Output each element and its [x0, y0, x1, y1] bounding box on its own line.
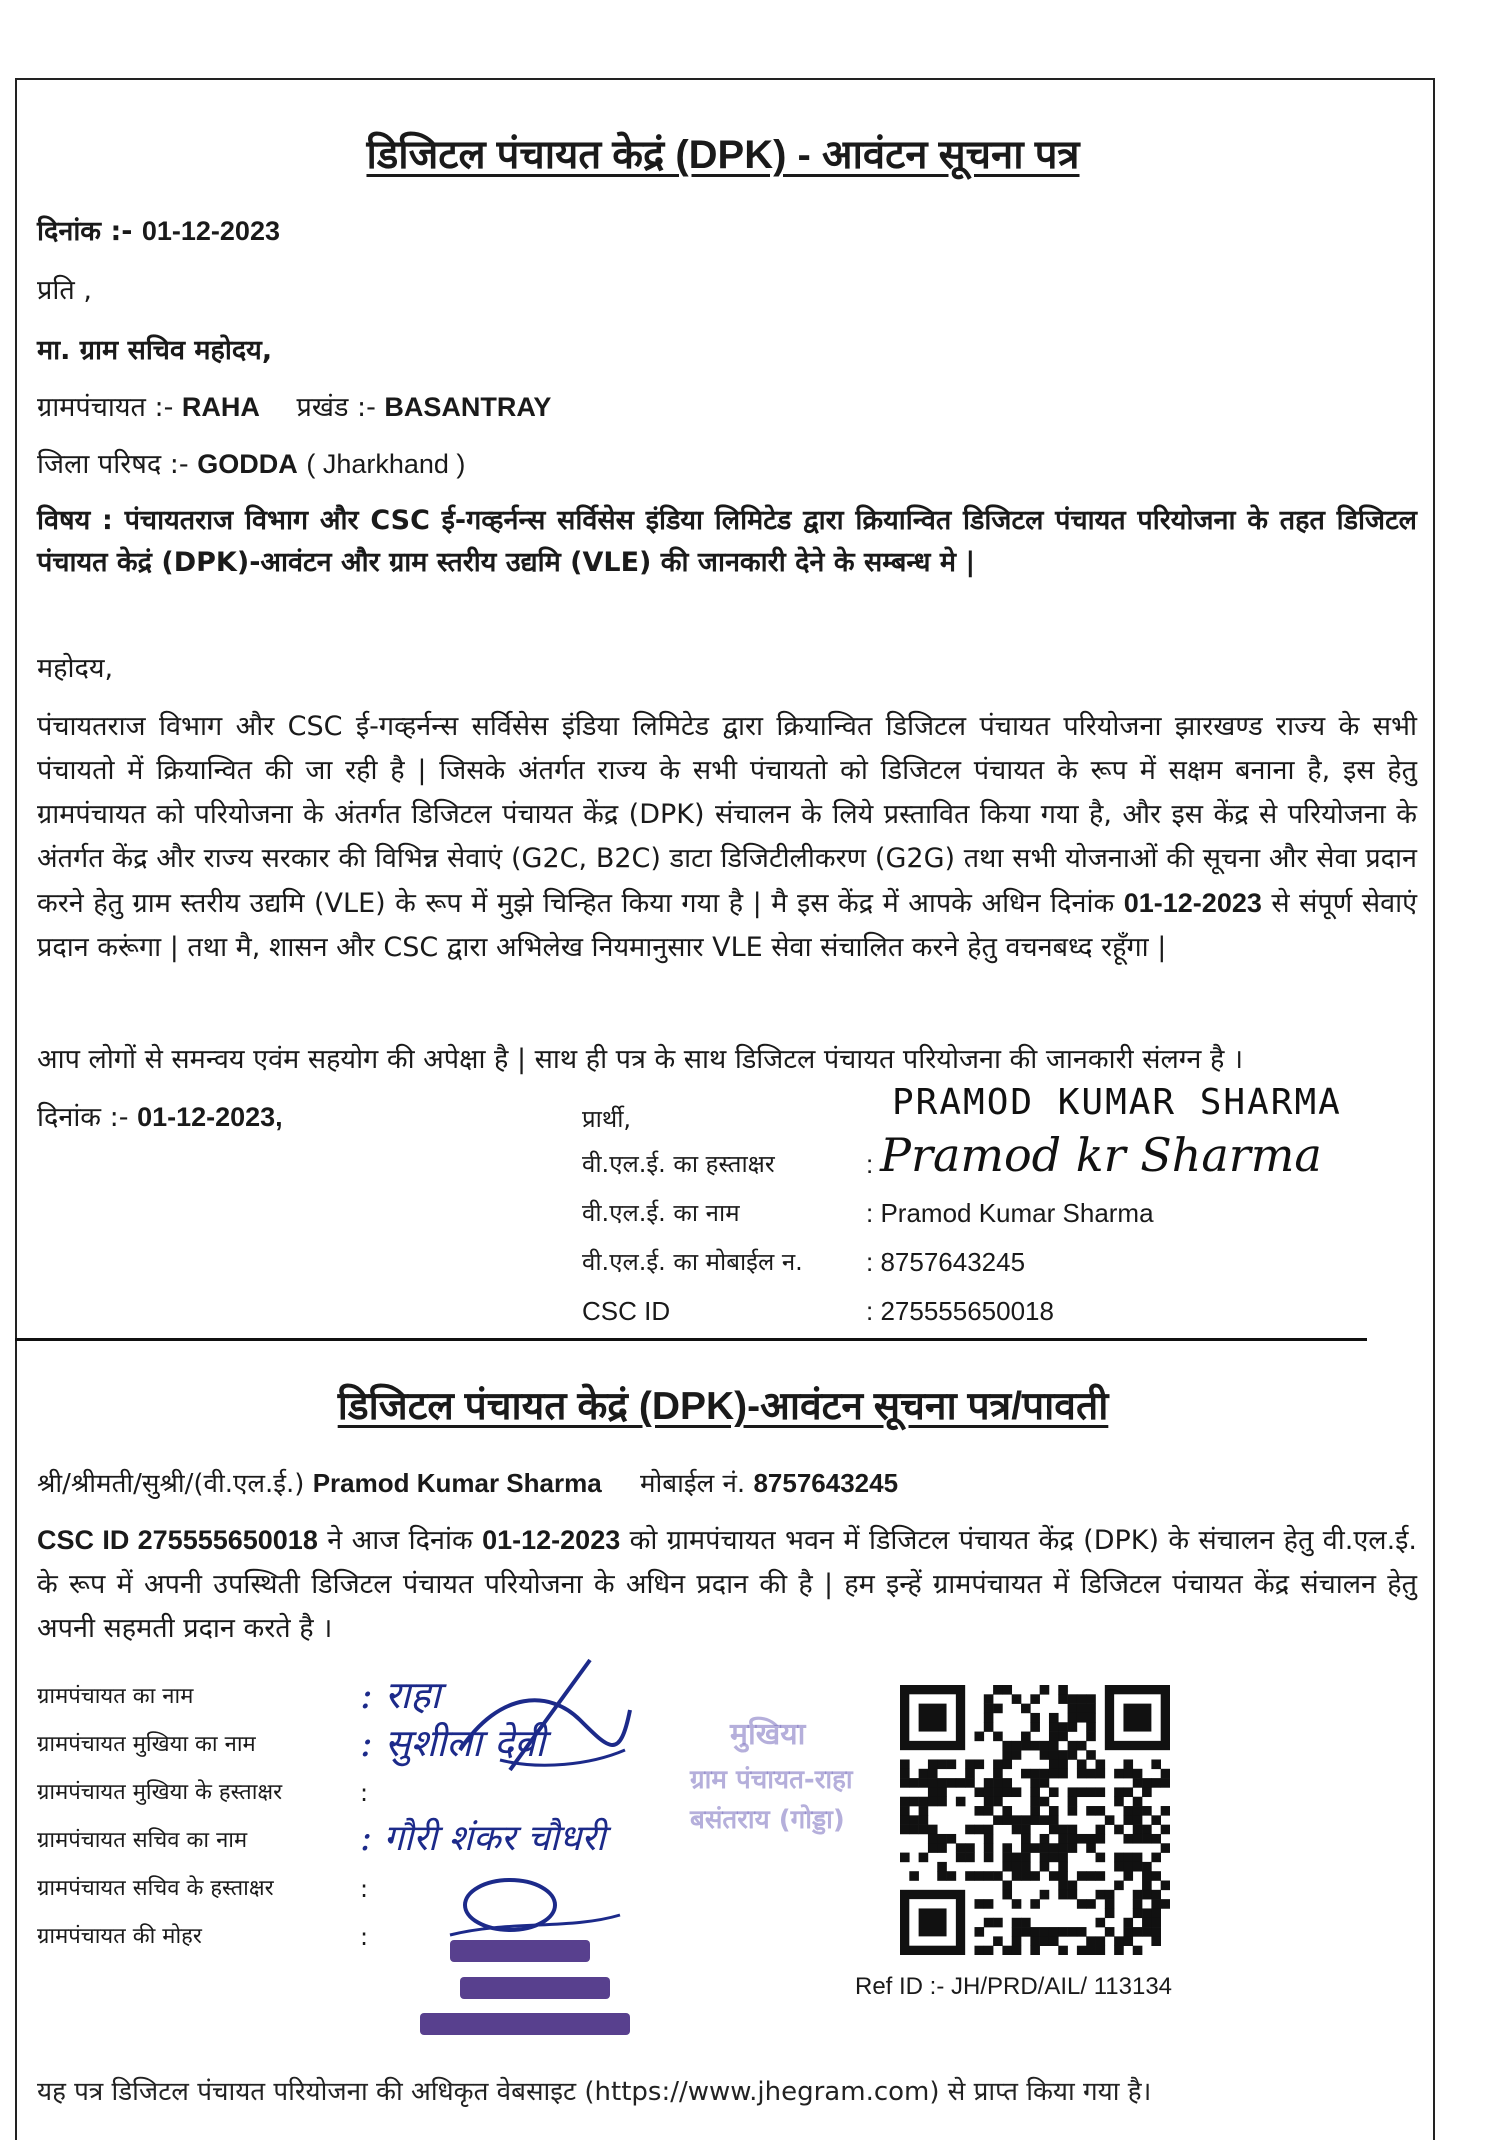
sachiv-seal-graphic — [410, 1935, 650, 2045]
vle-name-value: : Pramod Kumar Sharma — [866, 1198, 1154, 1228]
mukhiya-name-label: ग्रामपंचायत मुखिया का नाम — [37, 1732, 256, 1757]
addressee: मा. ग्राम सचिव महोदय, — [37, 335, 273, 366]
handwritten-name: PRAMOD KUMAR SHARMA — [892, 1082, 1342, 1123]
mukhiya-stamp-line-2: ग्राम पंचायत-राहा — [690, 1765, 853, 1795]
receipt-title: डिजिटल पंचायत केद्रं (DPK)-आवंटन सूचना पत्र/पावती — [337, 1385, 1109, 1428]
letter-body: पंचायतराज विभाग और CSC ई-गव्हर्नन्स सर्विसेस इंडिया लिमिटेड द्वारा क्रियान्वित डिजिटल पंचायत परियोजना झारखण्ड राज्य के सभी पंचायतो में क्रियान्वित की जा रही है | जिसके अंतर्गत राज्य के सभी पंचायतो को डिजिटल पंचायत के रूप में सक्षम बनाना है, इस हेतु ग्रामपंचायत को परियोजना के अंतर्गत डिजिटल पंचायत केंद्र (DPK) संचालन के लिये प्रस्तावित किया गया है, और इस केंद्र से परियोजना के अंतर्गत केंद्र और राज्य सरकार की विभिन्न सेवाएं (G2C, B2C) डाटा डिजिटीलीकरण (G2G) तथा सभी योजनाओं की सूचना और सेवा प्रदान करने हेतु ग्राम स्तरीय उद्यमि (VLE) के रूप में मुझे चिन्हित किया गया है | मै इस केंद्र में आपके अधिन दिनांक 01-12-2023 से संपूर्ण सेवाएं प्रदान करूंगा | तथा मै, शासन और CSC द्वारा अभिलेख नियमानुसार VLE सेवा संचालित करने हेतु वचनबध्द रहूँगा | — [37, 711, 1418, 963]
mukhiya-signature-graphic — [440, 1650, 640, 1780]
ref-id: Ref ID :- JH/PRD/AIL/ 113134 — [855, 1973, 1173, 2000]
section-divider — [15, 1338, 1367, 1341]
sachiv-signature-colon: : — [360, 1875, 369, 1903]
district-line: जिला परिषद :- GODDA ( Jharkhand ) — [37, 449, 466, 480]
letter-title: डिजिटल पंचायत केद्रं (DPK) - आवंटन सूचना पत्र — [366, 133, 1080, 177]
mukhiya-stamp-line-3: बसंतराय (गोड्डा) — [690, 1805, 845, 1835]
csc-id-value: : 275555650018 — [866, 1296, 1054, 1326]
mukhiya-stamp-line-1: मुखिया — [730, 1717, 806, 1752]
gp-name-value: : राहा — [360, 1673, 441, 1717]
vle-signature-label: वी.एल.ई. का हस्ताक्षर — [582, 1150, 775, 1178]
seal-colon: : — [360, 1923, 369, 1951]
closing-line: आप लोगों से समन्वय एवंम सहयोग की अपेक्षा है | साथ ही पत्र के साथ डिजिटल पंचायत परियोजना की जानकारी संलग्न है । — [37, 1044, 1244, 1075]
sachiv-name-value: : गौरी शंकर चौधरी — [360, 1818, 606, 1859]
vle-mobile-value: : 8757643245 — [866, 1247, 1026, 1277]
mukhiya-signature-colon: : — [360, 1779, 369, 1807]
subject: विषय : पंचायतराज विभाग और CSC ई-गव्हर्नन्स सर्विसेस इंडिया लिमिटेड द्वारा क्रियान्वित डिजिटल पंचायत परियोजना के तहत डिजिटल पंचायत केद्रं (DPK)-आवंटन और ग्राम स्तरीय उद्यमि (VLE) की जानकारी देने के सम्बन्ध मे | — [37, 505, 1417, 578]
gp-name-label: ग्रामपंचायत का नाम — [37, 1684, 194, 1709]
letter-date: दिनांक :- 01-12-2023 — [37, 216, 280, 247]
sachiv-signature-label: ग्रामपंचायत सचिव के हस्ताक्षर — [37, 1876, 274, 1901]
sign-date: दिनांक :- 01-12-2023, — [37, 1102, 283, 1133]
vle-mobile-label: वी.एल.ई. का मोबाईल न. — [582, 1248, 803, 1276]
to-line: प्रति , — [37, 275, 92, 306]
receipt-body: CSC ID 275555650018 ने आज दिनांक 01-12-2023 को ग्रामपंचायत भवन में डिजिटल पंचायत केंद्र (DPK) के संचालन हेतु वी.एल.ई. के रूप में अपनी उपस्थिती डिजिटल पंचायत परियोजना के अधिन प्रदान की है | हम इन्हें ग्रामपंचायत में डिजिटल पंचायत केंद्र संचालन हेतु अपनी सहमती प्रदान करते है । — [37, 1525, 1417, 1644]
vle-signature-colon: : — [866, 1149, 874, 1179]
receipt-name-line: श्री/श्रीमती/सुश्री/(वी.एल.ई.) Pramod Kumar Sharma मोबाईल नं. 8757643245 — [37, 1468, 899, 1499]
applicant-label: प्रार्थी, — [582, 1105, 632, 1133]
mukhiya-name-value: : सुशीला देवी — [360, 1721, 546, 1765]
vle-name-label: वी.एल.ई. का नाम — [582, 1199, 740, 1227]
mukhiya-signature-label: ग्रामपंचायत मुखिया के हस्ताक्षर — [37, 1780, 283, 1805]
gram-panchayat-line: ग्रामपंचायत :- RAHA प्रखंड :- BASANTRAY — [37, 392, 552, 423]
seal-label: ग्रामपंचायत की मोहर — [37, 1924, 202, 1949]
qr-code — [900, 1685, 1170, 1955]
csc-id-label: CSC ID — [582, 1296, 671, 1326]
footer-note: यह पत्र डिजिटल पंचायत परियोजना की अधिकृत वेबसाइट (https://www.jhegram.com) से प्राप्त किया गया है। — [37, 2077, 1152, 2107]
vle-signature: Pramod kr Sharma — [880, 1128, 1322, 1182]
sachiv-name-label: ग्रामपंचायत सचिव का नाम — [37, 1828, 248, 1853]
salutation: महोदय, — [37, 653, 114, 684]
